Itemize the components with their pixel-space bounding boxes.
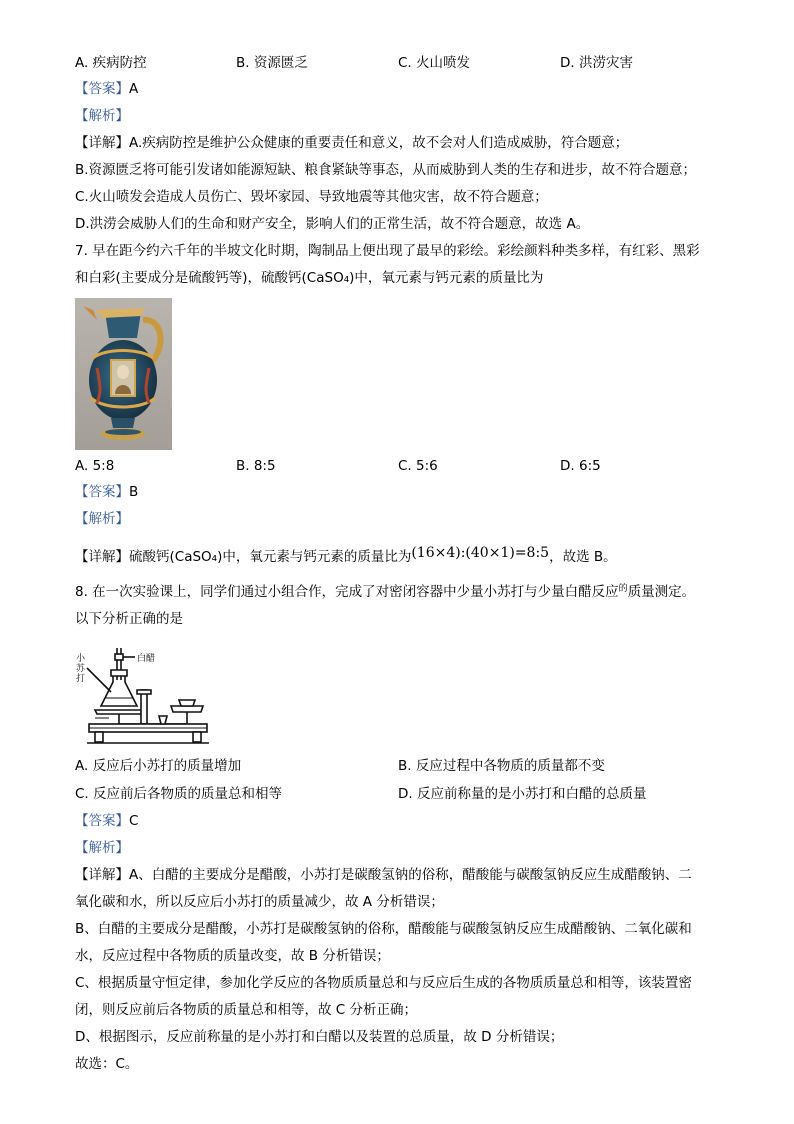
vinegar-label: 白醋 (137, 654, 156, 664)
answer-tag: 【答案】 (75, 484, 129, 500)
q8-stem-text-end: 质量测定。 (627, 584, 696, 600)
q8-detail-line: 氧化碳和水，所以反应后小苏打的质量减少，故 A 分析错误； (75, 894, 444, 910)
q7-option-c: C. 5:6 (398, 458, 438, 474)
q8-stem-line: 以下分析正确的是 (75, 611, 183, 627)
q8-detail-text: A、白醋的主要成分是醋酸，小苏打是碳酸氢钠的俗称，醋酸能与碳酸氢钠反应生成醋酸钠、二 (129, 867, 692, 883)
detail-tag: 【详解】 (75, 867, 129, 883)
answer-tag: 【答案】 (75, 813, 129, 829)
q8-detail-line (75, 869, 692, 883)
q6-answer-line (75, 83, 138, 97)
q7-detail-line (75, 545, 617, 565)
q7-answer: B (129, 484, 139, 500)
q8-answer-line (75, 815, 138, 829)
q8-conclusion: 故选：C。 (75, 1056, 139, 1072)
q8-detail-line: C、根据质量守恒定律，参加化学反应的各物质质量总和与反应后生成的各物质质量总和相等，该装置密 (75, 975, 692, 991)
q6-option-a: A. 疾病防控 (75, 55, 147, 71)
q6-analysis-tag: 【解析】 (75, 108, 129, 124)
q8-detail-line: 水，反应过程中各物质的质量改变，故 B 分析错误； (75, 948, 390, 964)
q8-option-b: B. 反应过程中各物质的质量都不变 (398, 758, 605, 774)
q8-answer: C (129, 813, 139, 829)
q8-detail-line: 闭，则反应前后各物质的质量总和相等，故 C 分析正确； (75, 1002, 418, 1018)
q6-detail-line: B.资源匮乏将可能引发诸如能源短缺、粮食紧缺等事态，从而威胁到人类的生存和进步，故不符合题意； (75, 162, 697, 178)
q7-detail-prefix: 硫酸钙(CaSO₄)中，氧元素与钙元素的质量比为 (129, 549, 412, 565)
balance-apparatus-figure (75, 640, 215, 748)
q6-option-c: C. 火山喷发 (398, 55, 471, 71)
q7-answer-line (75, 486, 138, 500)
q8-stem-text: 8. 在一次实验课上，同学们通过小组合作，完成了对密闭容器中少量小苏打与少量白醋反应 (75, 584, 619, 600)
q8-stem-line (75, 586, 695, 600)
q7-analysis-tag: 【解析】 (75, 511, 129, 527)
q7-mass-ratio-formula: (16×4):(40×1)=8:5 (411, 545, 550, 561)
detail-tag: 【详解】 (75, 549, 129, 565)
q6-detail-line (75, 137, 628, 151)
q7-option-a: A. 5:8 (75, 458, 115, 474)
q8-option-a: A. 反应后小苏打的质量增加 (75, 758, 242, 774)
q8-option-d: D. 反应前称量的是小苏打和白醋的总质量 (398, 786, 647, 802)
q7-stem-line: 7. 早在距今约六千年的半坡文化时期，陶制品上便出现了最早的彩绘。彩绘颜料种类多样，有红彩、黑彩 (75, 243, 700, 259)
q8-detail-line: D、根据图示，反应前称量的是小苏打和白醋以及装置的总质量，故 D 分析错误； (75, 1029, 564, 1045)
q6-option-d: D. 洪涝灾害 (560, 55, 633, 71)
q7-option-d: D. 6:5 (560, 458, 601, 474)
q8-stem-small-char: 的 (618, 584, 628, 594)
q6-option-b: B. 资源匮乏 (236, 55, 308, 71)
soda-label-2: 苏 (76, 664, 86, 674)
q6-detail-text: A.疾病防控是维护公众健康的重要责任和意义，故不会对人们造成威胁，符合题意； (129, 135, 629, 151)
q7-option-b: B. 8:5 (236, 458, 276, 474)
q6-detail-line: C.火山喷发会造成人员伤亡、毁坏家园、导致地震等其他灾害，故不符合题意； (75, 189, 548, 205)
q6-answer: A (129, 81, 139, 97)
q8-detail-line: B、白醋的主要成分是醋酸，小苏打是碳酸氢钠的俗称，醋酸能与碳酸氢钠反应生成醋酸钠、二氧化碳和 (75, 921, 692, 937)
q8-analysis-tag: 【解析】 (75, 840, 129, 856)
soda-label-1: 小 (76, 654, 86, 664)
soda-label-3: 打 (76, 674, 86, 684)
detail-tag: 【详解】 (75, 135, 129, 151)
q8-option-c: C. 反应前后各物质的质量总和相等 (75, 786, 283, 802)
answer-tag: 【答案】 (75, 81, 129, 97)
q7-stem-line: 和白彩(主要成分是硫酸钙等)，硫酸钙(CaSO₄)中，氧元素与钙元素的质量比为 (75, 270, 544, 286)
q6-detail-line: D.洪涝会威胁人们的生命和财产安全，影响人们的正常生活，故不符合题意，故选 A。 (75, 216, 590, 232)
maiolica-jug-photo (75, 298, 172, 450)
q7-detail-suffix: ，故选 B。 (549, 549, 617, 565)
